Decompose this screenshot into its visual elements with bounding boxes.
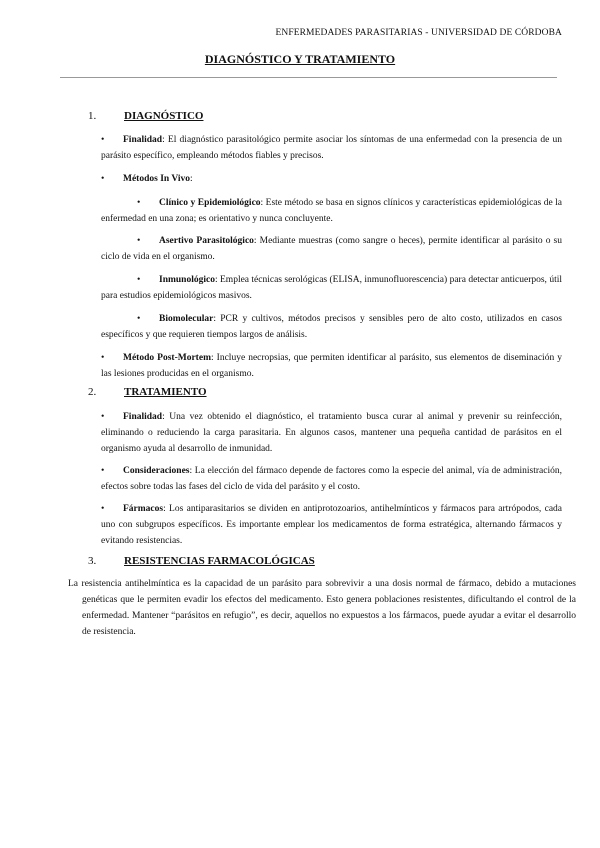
document-title: DIAGNÓSTICO Y TRATAMIENTO xyxy=(204,52,396,66)
bullet: • xyxy=(101,353,105,363)
item-label: Método Post-Mortem xyxy=(123,353,211,363)
item-text: : xyxy=(190,174,193,184)
section-heading-tratamiento xyxy=(88,386,207,398)
item-text: : Una vez obtenido el diagnóstico, el tratamiento busca curar al animal y prevenir su reinfección, eliminando o reduciendo la carga parasitaria. En algunos casos, mantener una pequeña cantidad de parásitos en el organismo ayuda al desarrollo de inmunidad. xyxy=(101,412,562,454)
section-title: RESISTENCIAS FARMACOLÓGICAS xyxy=(124,555,315,567)
item-label: Métodos In Vivo xyxy=(123,174,191,184)
bullet: • xyxy=(101,135,105,145)
list-item-finalidad-diagnostico xyxy=(101,132,562,164)
list-item-biomolecular xyxy=(101,311,562,343)
list-item-consideraciones xyxy=(101,463,562,495)
item-text: : Emplea técnicas serológicas (ELISA, inmunofluorescencia) para detectar anticuerpos, útil para estudios epidemiológicos masivos. xyxy=(101,275,562,301)
item-label: Inmunológico xyxy=(159,275,215,285)
item-label: Finalidad xyxy=(123,135,163,145)
item-label: Consideraciones xyxy=(123,466,190,476)
section-title: DIAGNÓSTICO xyxy=(124,110,204,122)
bullet: • xyxy=(137,236,141,246)
item-label: Finalidad xyxy=(123,412,163,422)
section-number: 2. xyxy=(88,386,97,398)
section-heading-resistencias xyxy=(88,555,315,567)
section-number: 1. xyxy=(88,110,97,122)
list-item-post-mortem xyxy=(101,350,562,382)
item-text: : PCR y cultivos, métodos precisos y sensibles pero de alto costo, utilizados en casos específicos y que requieren tiempos largos de análisis. xyxy=(101,314,562,340)
item-text: : Mediante muestras (como sangre o heces), permite identificar al parásito o su ciclo de vida en el organismo. xyxy=(101,236,562,262)
list-item-finalidad-tratamiento xyxy=(101,409,562,457)
bullet: • xyxy=(101,466,105,476)
running-header: ENFERMEDADES PARASITARIAS - UNIVERSIDAD DE CÓRDOBA xyxy=(275,28,562,38)
bullet: • xyxy=(101,174,105,184)
list-item-farmacos xyxy=(101,501,562,549)
section-heading-diagnostico xyxy=(88,110,203,122)
section-title: TRATAMIENTO xyxy=(124,386,207,398)
item-label: Clínico y Epidemiológico xyxy=(159,198,261,208)
title-divider xyxy=(60,77,557,78)
list-item-clinico xyxy=(101,195,562,227)
item-text: : Los antiparasitarios se dividen en antiprotozoarios, antihelmínticos y fármacos para artrópodos, cada uno con subgrupos específicos. Es importante emplear los medicamentos de forma estratégica, alternando fármacos y evitando resistencias. xyxy=(101,504,562,546)
bullet: • xyxy=(101,412,105,422)
list-item-metodos-in-vivo xyxy=(101,171,562,187)
bullet: • xyxy=(137,198,141,208)
list-item-inmunologico xyxy=(101,272,562,304)
bullet: • xyxy=(137,314,141,324)
item-text: : Incluye necropsias, que permiten identificar al parásito, sus elementos de diseminación y las lesiones producidas en el organismo. xyxy=(101,353,562,379)
item-label: Fármacos xyxy=(123,504,164,514)
section-number: 3. xyxy=(88,555,97,567)
item-label: Asertivo Parasitológico xyxy=(159,236,254,246)
item-text: : El diagnóstico parasitológico permite asociar los síntomas de una enfermedad con la presencia de un parásito específico, empleando métodos fiables y precisos. xyxy=(101,135,562,161)
resistencias-paragraph: La resistencia antihelmíntica es la capacidad de un parásito para sobrevivir a una dosis normal de fármaco, debido a mutaciones genéticas que le permiten evadir los efectos del medicamento. Esto genera poblaciones resistentes, dificultando el control de la enfermedad. Mantener “parásitos en refugio”, es decir, aquellos no expuestos a los fármacos, puede ayudar a evitar el desarrollo de resistencia. xyxy=(68,579,576,637)
bullet: • xyxy=(101,504,105,514)
item-label: Biomolecular xyxy=(159,314,214,324)
bullet: • xyxy=(137,275,141,285)
item-text: : La elección del fármaco depende de factores como la especie del animal, vía de administración, efectos sobre todas las fases del ciclo de vida del parásito y el costo. xyxy=(101,466,562,492)
item-text: : Este método se basa en signos clínicos y características epidemiológicas de la enfermedad en una zona; es orientativo y nunca concluyente. xyxy=(101,198,562,224)
list-item-asertivo xyxy=(101,233,562,265)
